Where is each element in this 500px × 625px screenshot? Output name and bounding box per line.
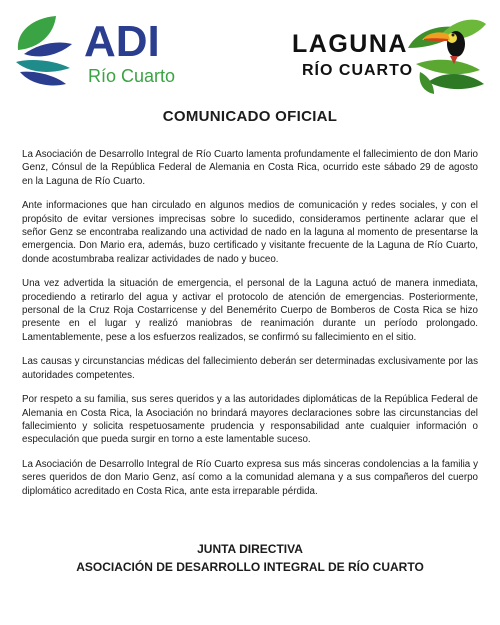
laguna-logo-line2: RÍO CUARTO xyxy=(302,62,414,79)
laguna-logo xyxy=(288,8,488,96)
paragraph-4: Las causas y circunstancias médicas del fallecimiento deberán ser determinadas exclusivamente por las autoridades competentes. xyxy=(22,356,478,381)
page-title: COMUNICADO OFICIAL xyxy=(162,108,338,125)
adi-logo-text: ADI xyxy=(84,17,160,66)
laguna-logo-line1: LAGUNA xyxy=(292,30,408,58)
adi-emblem-icon xyxy=(10,10,210,90)
toucan-leaves-icon xyxy=(288,8,488,96)
paragraph-3: Una vez advertida la situación de emergencia, el personal de la Laguna actuó de manera inmediata, procediendo a retirarlo del agua y activar el protocolo de atención de emergencias. Posteriormente, personal de la Cruz Roja Costarricense y del Benemérito Cuerpo de Bomberos de Costa Rica se hizo presente en el lugar y realizó maniobras de reanimación durante un período prolongado. Lamentablemente, pese a los esfuerzos realizados, se confirmó su fallecimiento en el sitio. xyxy=(22,278,478,343)
statement-body xyxy=(22,148,478,510)
adi-logo xyxy=(10,10,210,90)
signature-line-2: ASOCIACIÓN DE DESARROLLO INTEGRAL DE RÍO CUARTO xyxy=(76,560,424,574)
signature-line-1: JUNTA DIRECTIVA xyxy=(197,542,303,556)
paragraph-1: La Asociación de Desarrollo Integral de Río Cuarto lamenta profundamente el fallecimiento de don Mario Genz, Cónsul de la República Federal de Alemania en Costa Rica, ocurrido este sábado 29 de agosto en la Laguna de Río Cuarto. xyxy=(22,149,478,187)
paragraph-2: Ante informaciones que han circulado en algunos medios de comunicación y redes sociales, y con el propósito de evitar versiones imprecisas sobre lo sucedido, consideramos pertinente aclarar que el señor Genz se encontraba realizando una actividad de nado en la laguna al momento de presentarse la emergencia. Don Mario era, además, buzo certificado y visitante frecuente de la Laguna de Río Cuarto, donde acostumbraba realizar actividades de nado y buceo. xyxy=(22,200,478,265)
paragraph-6: La Asociación de Desarrollo Integral de Río Cuarto expresa sus más sinceras condolencias a la familia y seres queridos de don Mario Genz, así como a la comunidad alemana y a sus compañeros del cuerpo diplomático acreditado en Costa Rica, ante esta irreparable pérdida. xyxy=(22,459,478,497)
paragraph-5: Por respeto a su familia, sus seres queridos y a las autoridades diplomáticas de la República Federal de Alemania en Costa Rica, la Asociación no brindará mayores declaraciones sobre las circunstancias del fallecimiento y solicita respetuosamente prudencia y responsabilidad ante cualquier información o especulación que pueda surgir en torno a este lamentable suceso. xyxy=(22,394,478,446)
signature-block xyxy=(0,540,500,576)
adi-logo-subtitle: Río Cuarto xyxy=(88,66,176,86)
